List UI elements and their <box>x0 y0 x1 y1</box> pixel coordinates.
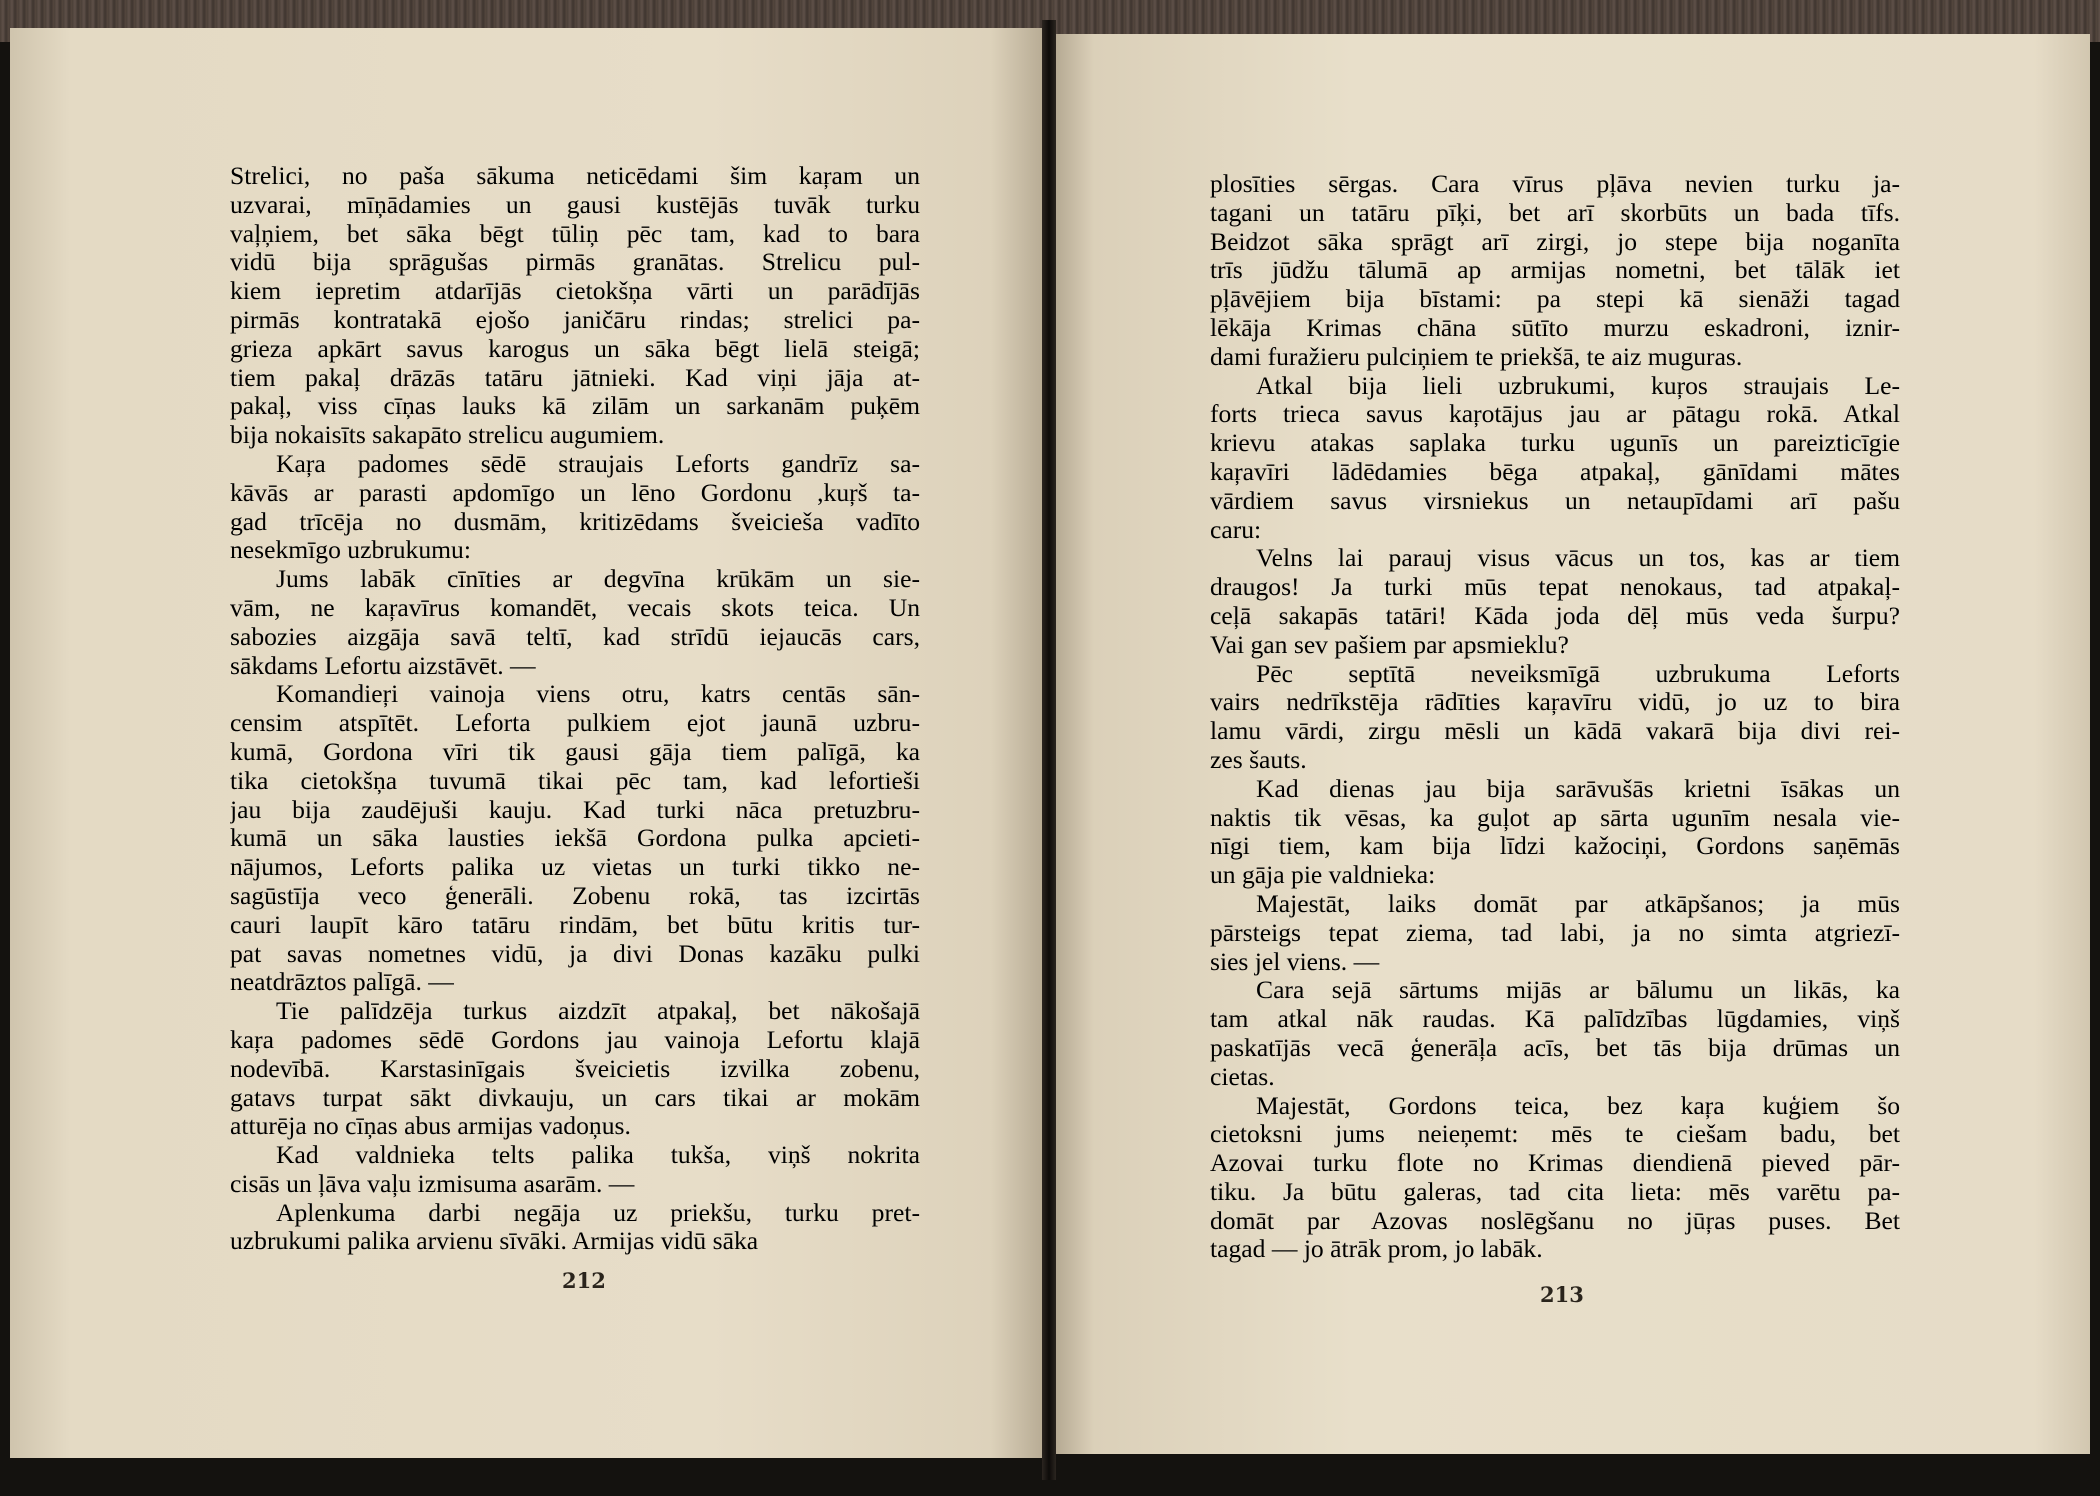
text-line: Vai gan sev pašiem par apsmieklu? <box>1210 630 1569 659</box>
text-line: uzvarai, mīņādamies un gausi kustējās tuvāk turku <box>230 190 920 219</box>
text-line: kaŗa padomes sēdē Gordons jau vainoja Lefortu klajā <box>230 1025 920 1054</box>
text-line: Aplenkuma darbi negāja uz priekšu, turku pret- <box>276 1198 920 1227</box>
text-line: domāt par Azovas noslēgšanu no jūŗas puses. Bet <box>1210 1206 1900 1235</box>
text-line: pārsteigs tepat ziema, tad labi, ja no simta atgriezī- <box>1210 918 1900 947</box>
text-line: cisās un ļāva vaļu izmisuma asarām. — <box>230 1169 635 1198</box>
text-line: gad trīcēja no dusmām, kritizēdams šveicieša vadīto <box>230 507 920 536</box>
text-line: sabozies aizgāja savā teltī, kad strīdū iejaucās cars, <box>230 622 920 651</box>
text-line: Kad valdnieka telts palika tukša, viņš nokrita <box>276 1141 920 1170</box>
text-line: sies jel viens. — <box>1210 947 1380 976</box>
text-line: naktis tik vēsas, ka guļot ap sārta ugunīm nesala vie- <box>1210 803 1900 832</box>
text-line: neatdrāztos palīgā. — <box>230 968 454 997</box>
text-line: Tie palīdzēja turkus aizdzīt atpakaļ, bet nākošajā <box>276 997 920 1026</box>
text-line: krievu atakas saplaka turku ugunīs un pareizticīgie <box>1210 429 1900 458</box>
text-line: Majestāt, Gordons teica, bez kaŗa kuģiem šo <box>1256 1091 1900 1120</box>
text-line: tika cietokšņa tuvumā tikai pēc tam, kad lefortieši <box>230 766 920 795</box>
text-line: un gāja pie valdnieka: <box>1210 861 1436 890</box>
text-line: cietas. <box>1210 1062 1275 1091</box>
text-line: tagad — jo ātrāk prom, jo labāk. <box>1210 1235 1543 1264</box>
text-line: forts trieca savus kaŗotājus jau ar pātagu rokā. Atkal <box>1210 400 1900 429</box>
text-line: kumā un sāka lausties iekšā Gordona pulka apcieti- <box>230 824 920 853</box>
text-line: Kaŗa padomes sēdē straujais Leforts gandrīz sa- <box>276 449 920 478</box>
text-line: Jums labāk cīnīties ar degvīna krūkām un sie- <box>276 565 920 594</box>
text-line: nājumos, Leforts palika uz vietas un turki tikko ne- <box>230 853 920 882</box>
text-line: lēkāja Krimas chāna sūtīto murzu eskadroni, iznir- <box>1210 313 1900 342</box>
text-line: pļāvējiem bija bīstami: pa stepi kā sienāži tagad <box>1210 285 1900 314</box>
text-line: lamu vārdi, zirgu mēsli un kādā vakarā bija divi rei- <box>1210 717 1900 746</box>
text-line: ceļā sakapās tatāri! Kāda joda dēļ mūs veda šurpu? <box>1210 601 1900 630</box>
text-line: nesekmīgo uzbrukumu: <box>230 536 471 565</box>
text-line: gatavs turpat sākt divkauju, un cars tikai ar mokām <box>230 1083 920 1112</box>
text-line: Kad dienas jau bija sarāvušās krietni īsākas un <box>1256 774 1900 803</box>
text-line: kaŗavīri lādēdamies bēga atpakaļ, gānīdami mātes <box>1210 457 1900 486</box>
text-line: vairs nedrīkstēja rādīties kaŗavīru vidū, jo uz to bira <box>1210 688 1900 717</box>
page-number-right: 213 <box>1540 1282 1584 1307</box>
text-line: cauri laupīt kāro tatāru rindām, bet būtu kritis tur- <box>230 910 920 939</box>
text-line: vārdiem savus virsniekus un netaupīdami arī pašu <box>1210 486 1900 515</box>
text-line: Atkal bija lieli uzbrukumi, kuŗos straujais Le- <box>1256 371 1900 400</box>
text-line: kāvās ar parasti apdomīgo un lēno Gordonu ,kuŗš ta- <box>230 478 920 507</box>
book-gutter <box>1042 20 1056 1480</box>
text-line: nīgi tiem, kam bija līdzi kažociņi, Gordons saņēmās <box>1210 832 1900 861</box>
text-line: paskatījās vecā ģenerāļa acīs, bet tās bija drūmas un <box>1210 1033 1900 1062</box>
text-line: caru: <box>1210 515 1262 544</box>
text-line: Majestāt, laiks domāt par atkāpšanos; ja mūs <box>1256 889 1900 918</box>
text-line: Cara sejā sārtums mijās ar bālumu un likās, ka <box>1256 976 1900 1005</box>
text-line: zes šauts. <box>1210 745 1307 774</box>
text-line: kiem iepretim atdarījās cietokšņa vārti un parādījās <box>230 277 920 306</box>
text-line: censim atspītēt. Leforta pulkiem ejot jaunā uzbru- <box>230 709 920 738</box>
text-line: pat savas nometnes vidū, ja divi Donas kazāku pulki <box>230 939 920 968</box>
text-line: draugos! Ja turki mūs tepat nenokaus, tad atpakaļ- <box>1210 573 1900 602</box>
text-line: pakaļ, viss cīņas lauks kā zilām un sarkanām puķēm <box>230 392 920 421</box>
text-line: atturēja no cīņas abus armijas vadoņus. <box>230 1112 631 1141</box>
text-line: cietoksni jums neieņemt: mēs te ciešam badu, bet <box>1210 1120 1900 1149</box>
text-line: Beidzot sāka sprāgt arī zirgi, jo stepe bija noganīta <box>1210 227 1900 256</box>
text-line: tiku. Ja būtu galeras, tad cita lieta: mēs varētu pa- <box>1210 1177 1900 1206</box>
text-line: vaļņiem, bet sāka bēgt tūliņ pēc tam, kad to bara <box>230 219 920 248</box>
text-line: kumā, Gordona vīri tik gausi gāja tiem palīgā, ka <box>230 737 920 766</box>
text-line: tagani un tatāru pīķi, bet arī skorbūts un bada tīfs. <box>1210 198 1900 227</box>
text-line: tiem pakaļ drāzās tatāru jātnieki. Kad viņi jāja at- <box>230 363 920 392</box>
text-line: vām, ne kaŗavīrus komandēt, vecais skots teica. Un <box>230 593 920 622</box>
text-line: uzbrukumi palika arvienu sīvāki. Armijas vidū sāka <box>230 1227 759 1256</box>
text-line: Komandieŗi vainoja viens otru, katrs centās sān- <box>276 680 920 709</box>
text-line: Pēc septītā neveiksmīgā uzbrukuma Leforts <box>1256 659 1900 688</box>
text-line: Strelici, no paša sākuma neticēdami šim kaŗam un <box>230 162 920 190</box>
text-line: sākdams Lefortu aizstāvēt. — <box>230 651 536 680</box>
right-page-text <box>1210 170 1900 1264</box>
text-line: nodevībā. Karstasinīgais šveicietis izvilka zobenu, <box>230 1054 920 1083</box>
text-line: bija nokaisīts sakapāto strelicu augumiem. <box>230 421 665 450</box>
text-line: Azovai turku flote no Krimas diendienā pieved pār- <box>1210 1149 1900 1178</box>
text-line: tam atkal nāk raudas. Kā palīdzības lūgdamies, viņš <box>1210 1005 1900 1034</box>
text-line: grieza apkārt savus karogus un sāka bēgt lielā steigā; <box>230 334 920 363</box>
text-line: plosīties sērgas. Cara vīrus pļāva nevien turku ja- <box>1210 170 1900 198</box>
text-line: trīs jūdžu tālumā ap armijas nometni, bet tālāk iet <box>1210 256 1900 285</box>
text-line: Velns lai parauj visus vācus un tos, kas ar tiem <box>1256 544 1900 573</box>
text-line: sagūstīja veco ģenerāli. Zobenu rokā, tas izcirtās <box>230 881 920 910</box>
text-line: vidū bija sprāgušas pirmās granātas. Strelicu pul- <box>230 248 920 277</box>
text-line: jau bija zaudējuši kauju. Kad turki nāca pretuzbru- <box>230 795 920 824</box>
left-page-text <box>230 162 920 1256</box>
page-number-left: 212 <box>562 1268 606 1293</box>
text-line: dami furažieru pulciņiem te priekšā, te aiz muguras. <box>1210 342 1743 371</box>
text-line: pirmās kontratakā ejošo janičāru rindas; strelici pa- <box>230 305 920 334</box>
